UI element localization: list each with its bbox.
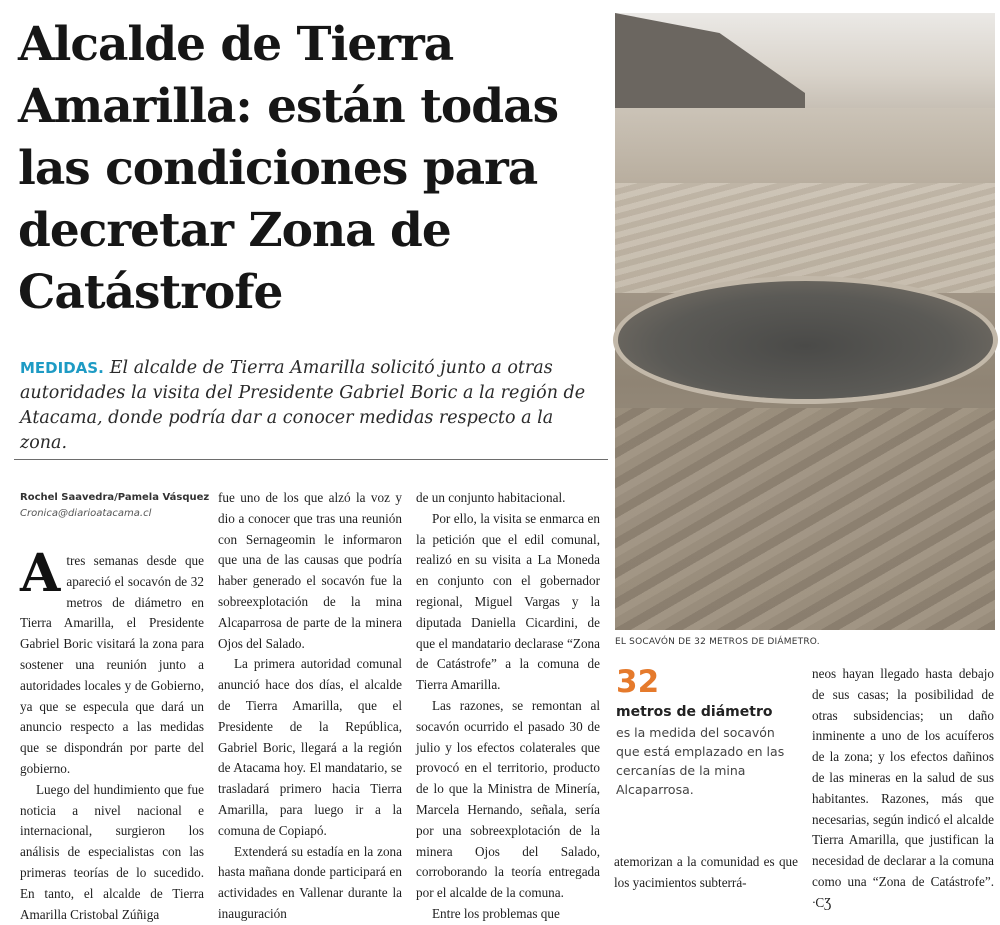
body-paragraph: La primera autoridad comunal anunció hace dos días, el alcalde de Tierra Amarilla, que el Presidente de la República, Gabriel Boric, llegará a la región de Atacama hoy. El mandatario, se trasladará primero hacia Tierra Amarilla, para luego ir a la comuna de Copiapó.	[218, 656, 402, 838]
body-column-1	[20, 543, 204, 922]
body-paragraph	[20, 543, 204, 780]
lead-text: El alcalde de Tierra Amarilla solicitó junto a otras autoridades la visita del Presidente Gabriel Boric a la región de Atacama, donde podría dar a conocer medidas respecto a la zona.	[20, 358, 586, 453]
body-text: neos hayan llegado hasta debajo de sus casas; la posibilidad de otras subsidencias; un daño inminente a uno de los acuíferos de la zona; y los efectos dañinos de las mineras en la salud de sus habitantes. Razones, más que necesarias, según indicó el alcalde Tierra Amarilla, que justifican la necesidad de declarar a la comuna como una “Zona de Catástrofe”.	[812, 666, 994, 889]
photo-sinkhole	[618, 281, 993, 399]
body-paragraph: Las razones, se remontan al socavón ocurrido el pasado 30 de julio y los efectos colaterales que provocó en el territorio, producto de lo que la Ministra de Minería, Marcela Hernando, señala, sería por una sobreexplotación de la minera Ojos del Salado, corroborando la teoría entregada por el alcalde de la comuna.	[416, 697, 600, 901]
photo-caption: EL SOCAVÓN DE 32 METROS DE DIÁMETRO.	[615, 637, 820, 647]
divider-rule	[14, 459, 608, 460]
stat-box	[616, 664, 794, 799]
photo-track	[615, 183, 995, 293]
body-column-4	[614, 852, 798, 894]
body-paragraph: atemorizan a la comunidad es que los yacimientos subterrá-	[614, 854, 798, 890]
body-column-2	[218, 488, 402, 921]
body-paragraph: de un conjunto habitacional.	[416, 490, 566, 505]
end-mark: ᐧCƷ	[812, 894, 832, 910]
lead-paragraph	[20, 356, 605, 456]
lead-kicker: MEDIDAS.	[20, 359, 104, 377]
headline: Alcalde de Tierra Amarilla: están todas las condiciones para decretar Zona de Catástrofe	[18, 17, 559, 320]
body-paragraph: Extenderá su estadía en la zona hasta mañana donde participará en actividades en Vallenar durante la inauguración	[218, 843, 402, 921]
photo-ground	[615, 408, 995, 630]
body-paragraph: Por ello, la visita se enmarca en la petición que el edil comunal, realizó en su visita a La Moneda en conjunto con el gobernador regional, Miguel Vargas y la diputada Daniella Cicardini, de que el mandatario declarase “Zona de Catástrofe” a la comuna de Tierra Amarilla.	[416, 510, 600, 693]
body-column-5	[812, 664, 994, 910]
byline-email: Cronica@diarioatacama.cl	[20, 508, 152, 519]
stat-label: metros de diámetro	[616, 704, 773, 720]
byline-authors: Rochel Saavedra/Pamela Vásquez	[20, 492, 210, 503]
photo-mountain	[615, 13, 805, 113]
body-text: tres semanas desde que apareció el socavón de 32 metros de diámetro en Tierra Amarilla, el Presidente Gabriel Boric visitará la zona para sostener una reunión junto a autoridades locales y de Gobierno, ya que se especula que dará un anuncio respecto a las medidas que se dispondrán por parte del gobierno.	[20, 553, 204, 776]
body-column-3	[416, 488, 600, 921]
byline	[20, 492, 210, 519]
body-paragraph: Entre los problemas que	[432, 905, 560, 921]
stat-description: es la medida del socavón que está emplazado en las cercanías de la mina Alcaparrosa.	[616, 725, 785, 797]
sinkhole-photo	[615, 13, 995, 630]
body-paragraph: fue uno de los que alzó la voz y dio a conocer que tras una reunión con Sernageomin le informaron que una de las causas que podría haber generado el socavón fue la sobreexplotación de la mina Alcaparrosa de parte de la minera Ojos del Salado.	[218, 490, 402, 651]
stat-number: 32	[616, 664, 660, 700]
body-paragraph: Luego del hundimiento que fue noticia a nivel nacional e internacional, surgieron los análisis de especialistas con las primeras teorías de lo sucedido. En tanto, el alcalde de Tierra Amarilla Cristobal Zúñiga	[20, 781, 204, 922]
body-paragraph	[812, 664, 994, 914]
drop-cap: A	[20, 543, 61, 604]
